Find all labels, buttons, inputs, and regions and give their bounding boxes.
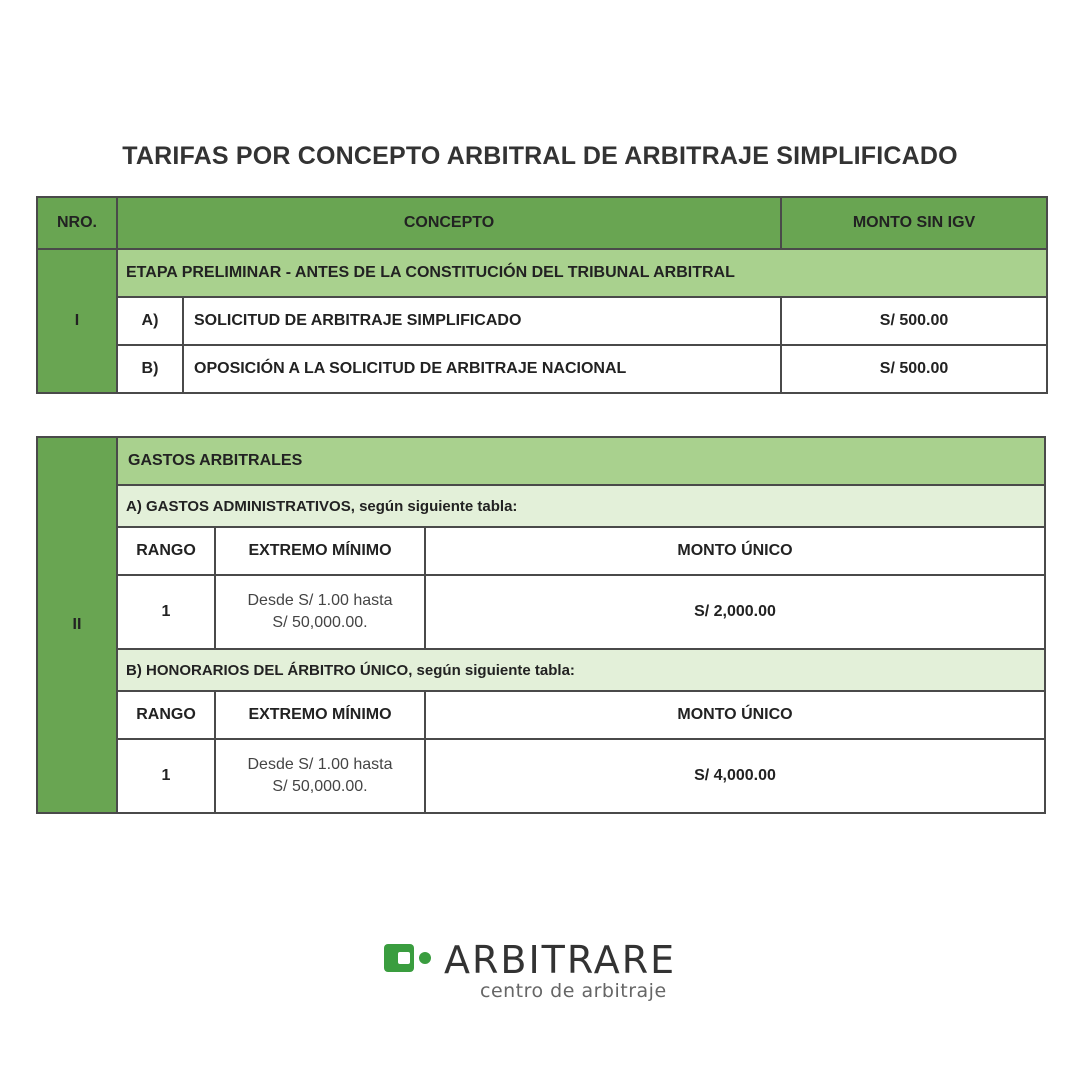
subsection-honorarios: B) HONORARIOS DEL ÁRBITRO ÚNICO, según siguiente tabla: (117, 649, 1045, 691)
table-row (37, 345, 1047, 393)
row-letter: B) (117, 345, 183, 393)
arbitrare-logo-mark-icon (384, 944, 432, 972)
row-monto: S/ 2,000.00 (425, 575, 1045, 649)
row-extremo-line1: Desde S/ 1.00 hasta (247, 592, 393, 609)
header-concepto: CONCEPTO (117, 197, 781, 249)
table-row (37, 297, 1047, 345)
tarifas-etapa-preliminar-table (36, 196, 1048, 394)
row-extremo (215, 575, 425, 649)
row-concept: OPOSICIÓN A LA SOLICITUD DE ARBITRAJE NACIONAL (183, 345, 781, 393)
row-rango: 1 (117, 739, 215, 813)
row-amount: S/ 500.00 (781, 345, 1047, 393)
section-label-gastos-arbitrales: GASTOS ARBITRALES (117, 437, 1045, 485)
page-title: TARIFAS POR CONCEPTO ARBITRAL DE ARBITRAJE SIMPLIFICADO (122, 142, 958, 170)
gastos-arbitrales-table (36, 436, 1046, 814)
row-concept: SOLICITUD DE ARBITRAJE SIMPLIFICADO (183, 297, 781, 345)
header-monto: MONTO SIN IGV (781, 197, 1047, 249)
col-header-rango: RANGO (117, 527, 215, 575)
row-extremo-line2: S/ 50,000.00. (272, 778, 368, 795)
col-header-extremo: EXTREMO MÍNIMO (215, 527, 425, 575)
section-label-etapa-preliminar: ETAPA PRELIMINAR - ANTES DE LA CONSTITUCIÓN DEL TRIBUNAL ARBITRAL (117, 249, 1047, 297)
col-header-monto: MONTO ÚNICO (425, 691, 1045, 739)
row-letter: A) (117, 297, 183, 345)
logo-name: ARBITRARE (444, 938, 677, 982)
arbitrare-logo (384, 936, 714, 1006)
col-header-rango: RANGO (117, 691, 215, 739)
row-rango: 1 (117, 575, 215, 649)
row-monto: S/ 4,000.00 (425, 739, 1045, 813)
row-extremo (215, 739, 425, 813)
row-extremo-line2: S/ 50,000.00. (272, 614, 368, 631)
col-header-monto: MONTO ÚNICO (425, 527, 1045, 575)
col-header-extremo: EXTREMO MÍNIMO (215, 691, 425, 739)
table-row (37, 575, 1045, 649)
table-row (37, 739, 1045, 813)
row-extremo-line1: Desde S/ 1.00 hasta (247, 756, 393, 773)
section-number-i: I (37, 249, 117, 393)
section-number-ii: II (37, 437, 117, 813)
header-nro: NRO. (37, 197, 117, 249)
row-amount: S/ 500.00 (781, 297, 1047, 345)
logo-tagline: centro de arbitraje (480, 980, 667, 1002)
subsection-gastos-administrativos: A) GASTOS ADMINISTRATIVOS, según siguiente tabla: (117, 485, 1045, 527)
